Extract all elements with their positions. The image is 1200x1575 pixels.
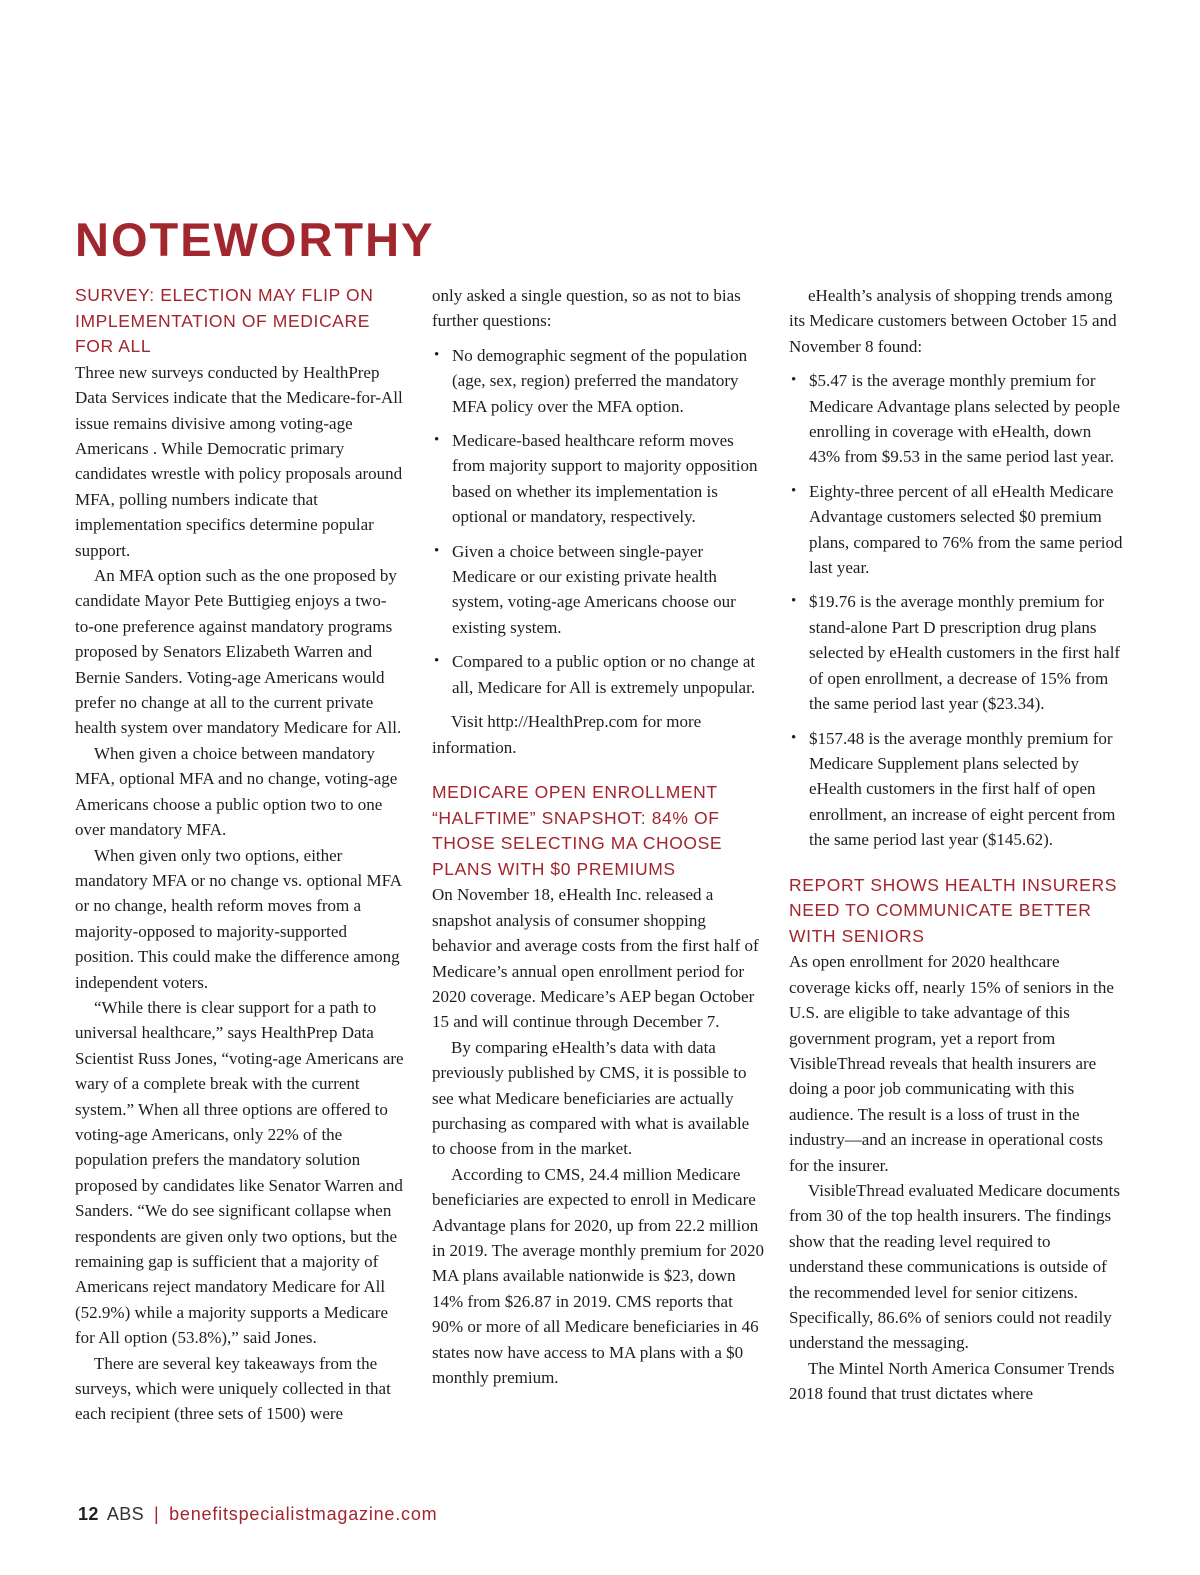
article-1-headline: SURVEY: ELECTION MAY FLIP ON IMPLEMENTATION OF MEDICARE FOR ALL bbox=[75, 285, 374, 357]
list-item bbox=[432, 428, 766, 530]
article-2-bullet-list bbox=[789, 368, 1124, 852]
column-1 bbox=[75, 283, 405, 1427]
section-title: NOTEWORTHY bbox=[75, 213, 435, 266]
bullet-icon: • bbox=[791, 729, 797, 746]
list-item bbox=[432, 649, 766, 700]
column-3 bbox=[789, 283, 1124, 1407]
article-1-paragraph: There are several key takeaways from the surveys, which were uniquely collected in that each recipient (three sets of 1500) were bbox=[75, 1353, 391, 1424]
article-3-headline: REPORT SHOWS HEALTH INSURERS NEED TO COMMUNICATE BETTER WITH SENIORS bbox=[789, 874, 1117, 946]
list-item bbox=[789, 479, 1124, 581]
article-3-paragraph: As open enrollment for 2020 healthcare coverage kicks off, nearly 15% of seniors in the U.S. are eligible to take advantage of this government program, yet a report from VisibleThread reveals that health insurers are doing a poor job communicating with this audience. The result is a loss of trust in the industry—and an increase in operational costs for the insurer. bbox=[789, 952, 1114, 1175]
article-2-paragraph: According to CMS, 24.4 million Medicare beneficiaries are expected to enroll in Medicare Advantage plans for 2020, up from 22.2 million in 2019. The average monthly premium for 2020 MA plans available nationwide is $23, down 14% from $26.87 in 2019. CMS reports that 90% or more of all Medicare beneficiaries in 46 states now have access to MA plans with a $0 monthly premium. bbox=[432, 1164, 765, 1387]
website-link[interactable]: benefitspecialistmagazine.com bbox=[169, 1504, 438, 1524]
article-1-paragraph: only asked a single question, so as not to bias further questions: bbox=[432, 286, 741, 331]
article-1-paragraph: Three new surveys conducted by HealthPrep Data Services indicate that the Medicare-for-All issue remains divisive among voting-age Americans . While Democratic primary candidates wrestle with policy proposals around MFA, polling numbers indicate that implementation specifics determine popular support. bbox=[75, 362, 403, 560]
article-2-paragraph: By comparing eHealth’s data with data previously published by CMS, it is possible to see what Medicare beneficiaries are actually purchasing as compared with what is available to choose from in the market. bbox=[432, 1037, 750, 1159]
column-2 bbox=[432, 283, 766, 1390]
bullet-text: Given a choice between single-payer Medicare or our existing private health system, voting-age Americans choose our existing system. bbox=[452, 541, 736, 637]
bullet-text: Medicare-based healthcare reform moves from majority support to majority opposition based on whether its implementation is optional or mandatory, respectively. bbox=[452, 431, 758, 527]
article-2-headline: MEDICARE OPEN ENROLLMENT “HALFTIME” SNAPSHOT: 84% OF THOSE SELECTING MA CHOOSE PLANS WITH $0 PREMIUMS bbox=[432, 781, 723, 879]
magazine-name: ABS bbox=[106, 1504, 145, 1524]
page-footer bbox=[78, 1504, 437, 1525]
bullet-icon: • bbox=[434, 542, 440, 559]
article-3-paragraph: VisibleThread evaluated Medicare documents from 30 of the top health insurers. The findings show that the reading level required to understand these communications is outside of the recommended level for senior citizens. Specifically, 86.6% of seniors could not readily understand the messaging. bbox=[789, 1180, 1120, 1353]
bullet-text: $19.76 is the average monthly premium for stand-alone Part D prescription drug plans selected by eHealth customers in the first half of open enrollment, a decrease of 15% from the same period last year ($23.34). bbox=[809, 592, 1121, 714]
bullet-icon: • bbox=[791, 372, 797, 389]
bullet-icon: • bbox=[791, 593, 797, 610]
article-2-paragraph: On November 18, eHealth Inc. released a snapshot analysis of consumer shopping behavior and average costs from the first half of Medicare’s annual open enrollment period for 2020 coverage. Medicare’s AEP began October 15 and will continue through December 7. bbox=[432, 885, 759, 1032]
article-3-paragraph: The Mintel North America Consumer Trends 2018 found that trust dictates where bbox=[789, 1358, 1115, 1404]
page-number: 12 bbox=[78, 1504, 99, 1524]
article-1-paragraph: When given only two options, either mandatory MFA or no change vs. optional MFA or no change, health reform moves from a majority-opposed to majority-supported position. This could make the difference among independent voters. bbox=[75, 845, 402, 992]
bullet-text: $157.48 is the average monthly premium for Medicare Supplement plans selected by eHealth customers in the first half of open enrollment, an increase of eight percent from the same period last year ($145.62). bbox=[809, 728, 1116, 850]
article-1-paragraph: “While there is clear support for a path to universal healthcare,” says HealthPrep Data Scientist Russ Jones, “voting-age Americans are wary of a complete break with the current system.” When all three options are offered to voting-age Americans, only 22% of the population prefers the mandatory solution proposed by candidates like Senator Warren and Sanders. “We do see significant collapse when respondents are given only two options, but the remaining gap is sufficient that a majority of Americans reject mandatory Medicare for All (52.9%) while a majority supports a Medicare for All option (53.8%),” said Jones. bbox=[75, 997, 404, 1348]
article-1-paragraph: When given a choice between mandatory MFA, optional MFA and no change, voting-age Americans choose a public option two to one over mandatory MFA. bbox=[75, 743, 398, 840]
footer-separator: | bbox=[154, 1504, 160, 1524]
article-2-paragraph: eHealth’s analysis of shopping trends among its Medicare customers between October 15 and November 8 found: bbox=[789, 286, 1117, 356]
article-1-bullet-list bbox=[432, 343, 766, 700]
bullet-text: Eighty-three percent of all eHealth Medicare Advantage customers selected $0 premium plans, compared to 76% from the same period last year. bbox=[809, 481, 1123, 578]
bullet-icon: • bbox=[434, 346, 440, 363]
list-item bbox=[789, 368, 1124, 470]
bullet-icon: • bbox=[434, 432, 440, 449]
bullet-text: $5.47 is the average monthly premium for Medicare Advantage plans selected by people enrolling in coverage with eHealth, down 43% from $9.53 in the same period last year. bbox=[809, 371, 1121, 467]
list-item bbox=[432, 343, 766, 419]
list-item bbox=[789, 589, 1124, 716]
list-item bbox=[789, 726, 1124, 853]
bullet-icon: • bbox=[434, 653, 440, 670]
article-1-closing: Visit http://HealthPrep.com for more information. bbox=[432, 712, 702, 757]
bullet-text: No demographic segment of the population (age, sex, region) preferred the mandatory MFA policy over the MFA option. bbox=[452, 345, 748, 416]
article-1-paragraph: An MFA option such as the one proposed by candidate Mayor Pete Buttigieg enjoys a two-to-one preference against mandatory programs proposed by Senators Elizabeth Warren and Bernie Sanders. Voting-age Americans would prefer no change at all to the current private health system over mandatory Medicare for All. bbox=[75, 566, 402, 738]
bullet-text: Compared to a public option or no change at all, Medicare for All is extremely unpopular. bbox=[452, 652, 756, 697]
list-item bbox=[432, 539, 766, 641]
bullet-icon: • bbox=[791, 482, 797, 499]
